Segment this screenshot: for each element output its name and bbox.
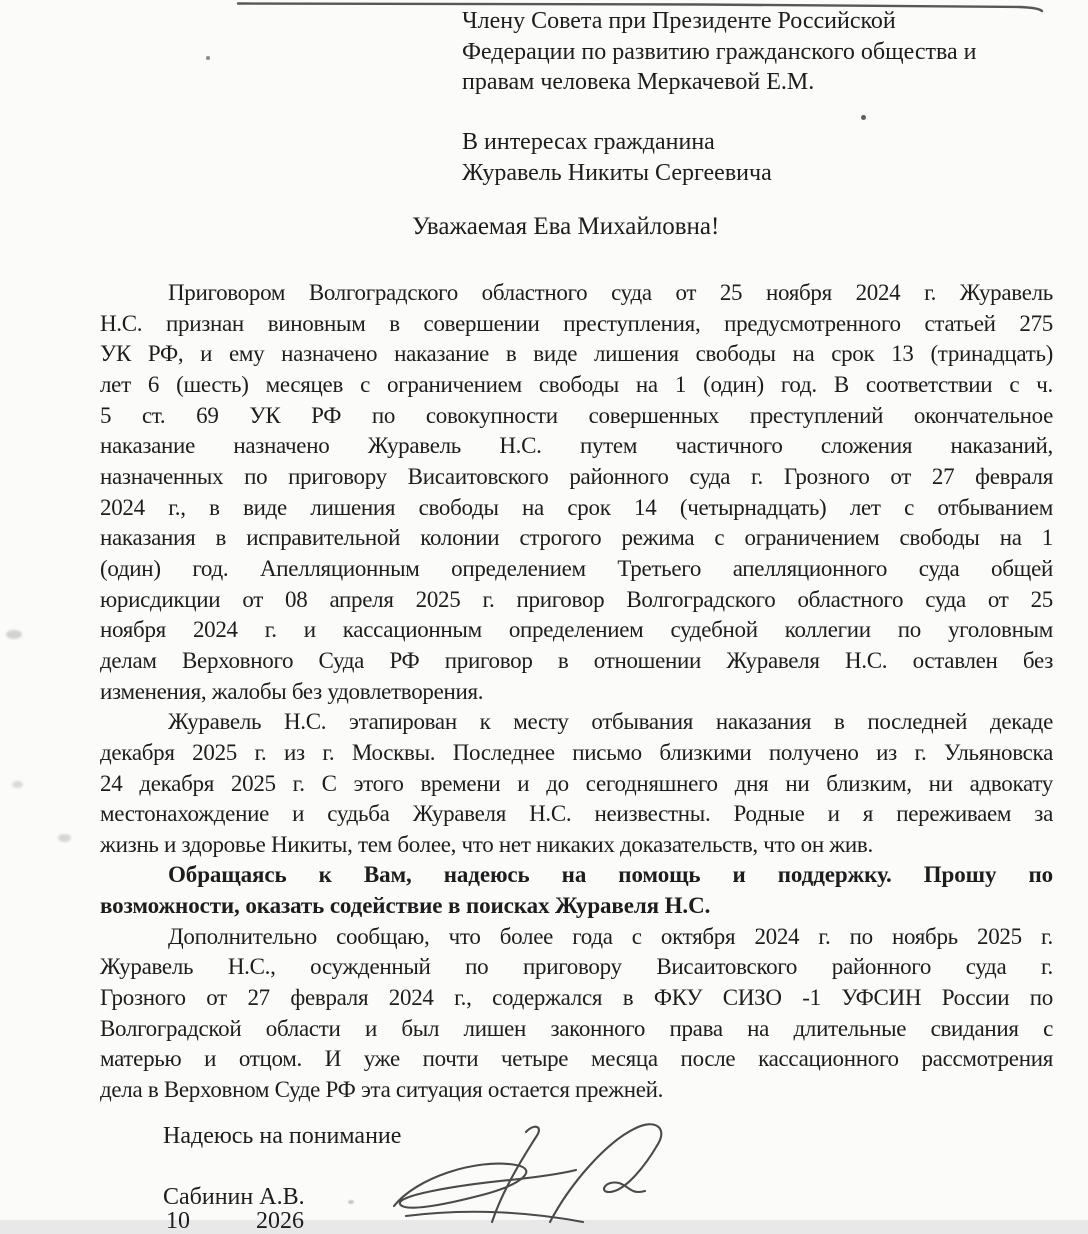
paragraph-line: Дополнительно сообщаю, что более года с октября 2024 г. по ноябрь 2025 г. (168, 923, 1053, 949)
date-year: 2026 (256, 1208, 304, 1234)
scan-smudge (12, 781, 23, 788)
paragraph-line: изменения, жалобы без удовлетворения. (100, 678, 484, 704)
recipient-block (462, 6, 1062, 98)
paragraph-line: (один) год. Апелляционным определением Третьего апелляционного суда общей (100, 555, 1053, 581)
on-behalf-line: В интересах гражданина (462, 129, 715, 155)
paragraph-line: возможности, оказать содействие в поисках Журавеля Н.С. (100, 893, 711, 919)
on-behalf-line: Журавель Никиты Сергеевича (462, 159, 772, 186)
signer-name: Сабинин А.В. (163, 1184, 305, 1210)
scan-speck (348, 1200, 354, 1204)
paragraph-line: наказания в исправительной колонии строгого режима с ограничением свободы на 1 (100, 525, 1053, 551)
paragraph-line: лет 6 (шесть) месяцев с ограничением свободы на 1 (один) год. В соответствии с ч. (100, 371, 1053, 397)
paragraph-line: 5 ст. 69 УК РФ по совокупности совершенных преступлений окончательное (100, 402, 1053, 428)
paragraph-line: наказание назначено Журавель Н.С. путем частичного сложения наказаний, (100, 433, 1053, 459)
paragraph-line: матерью и отцом. И уже почти четыре месяца после кассационного рассмотрения (100, 1046, 1053, 1072)
date-day: 10 (166, 1208, 190, 1234)
paragraph-line: ноября 2024 г. и кассационным определением судебной коллегии по уголовным (100, 617, 1053, 643)
paragraph-line: Журавель Н.С., осужденный по приговору Висаитовского районного суда г. (100, 954, 1053, 980)
paragraph-line: декабря 2025 г. из г. Москвы. Последнее письмо близкими получено из г. Ульяновска (100, 739, 1053, 765)
on-behalf-block (462, 127, 1062, 188)
paragraph-line: делам Верховного Суда РФ приговор в отношении Журавеля Н.С. оставлен без (100, 647, 1053, 673)
paragraph-line: назначенных по приговору Висаитовского районного суда г. Грозного от 27 февраля (100, 463, 1053, 489)
letter-body (100, 278, 1053, 1106)
paragraph-line: жизнь и здоровье Никиты, тем более, что нет никаких доказательств, что он жив. (100, 831, 873, 857)
paragraph-line: дела в Верховном Суде РФ эта ситуация остается прежней. (100, 1077, 664, 1103)
paragraph-line: Обращаясь к Вам, надеюсь на помощь и поддержку. Прошу по (168, 862, 1053, 888)
scan-smudge (58, 834, 71, 842)
paragraph-line: местонахождение и судьба Журавеля Н.С. неизвестны. Родные и я переживаем за (100, 801, 1053, 827)
paragraph-line: юрисдикции от 08 апреля 2025 г. приговор Волгоградского областного суда от 25 (100, 586, 1053, 612)
recipient-line: Члену Совета при Президенте Российской (462, 8, 896, 34)
paragraph-line: УК РФ, и ему назначено наказание в виде лишения свободы на срок 13 (тринадцать) (100, 341, 1053, 367)
paragraph-line: Приговором Волгоградского областного суда от 25 ноября 2024 г. Журавель (168, 280, 1053, 305)
paragraph-line: 24 декабря 2025 г. С этого времени и до сегодняшнего дня ни близким, ни адвокату (100, 770, 1053, 796)
salutation: Уважаемая Ева Михайловна! (412, 213, 720, 240)
signature-scribble (378, 1120, 714, 1220)
paragraph-line: Н.С. признан виновным в совершении преступления, предусмотренного статьей 275 (100, 310, 1053, 336)
paragraph-line: Волгоградской области и был лишен законного права на длительные свидания с (100, 1015, 1053, 1041)
recipient-line: Федерации по развитию гражданского общества и (462, 38, 977, 65)
scan-smudge (6, 630, 22, 639)
paragraph-line: 2024 г., в виде лишения свободы на срок 14 (четырнадцать) лет с отбыванием (100, 494, 1053, 520)
paragraph-line: Грозного от 27 февраля 2024 г., содержался в ФКУ СИЗО -1 УФСИН России по (100, 985, 1053, 1011)
closing-line: Надеюсь на понимание (163, 1123, 402, 1149)
recipient-line: правам человека Меркачевой Е.М. (462, 69, 815, 96)
scan-speck (206, 56, 210, 60)
scan-speck (861, 115, 866, 120)
date-line (166, 1209, 304, 1233)
paragraph-line: Журавель Н.С. этапирован к месту отбывания наказания в последней декаде (168, 709, 1053, 735)
